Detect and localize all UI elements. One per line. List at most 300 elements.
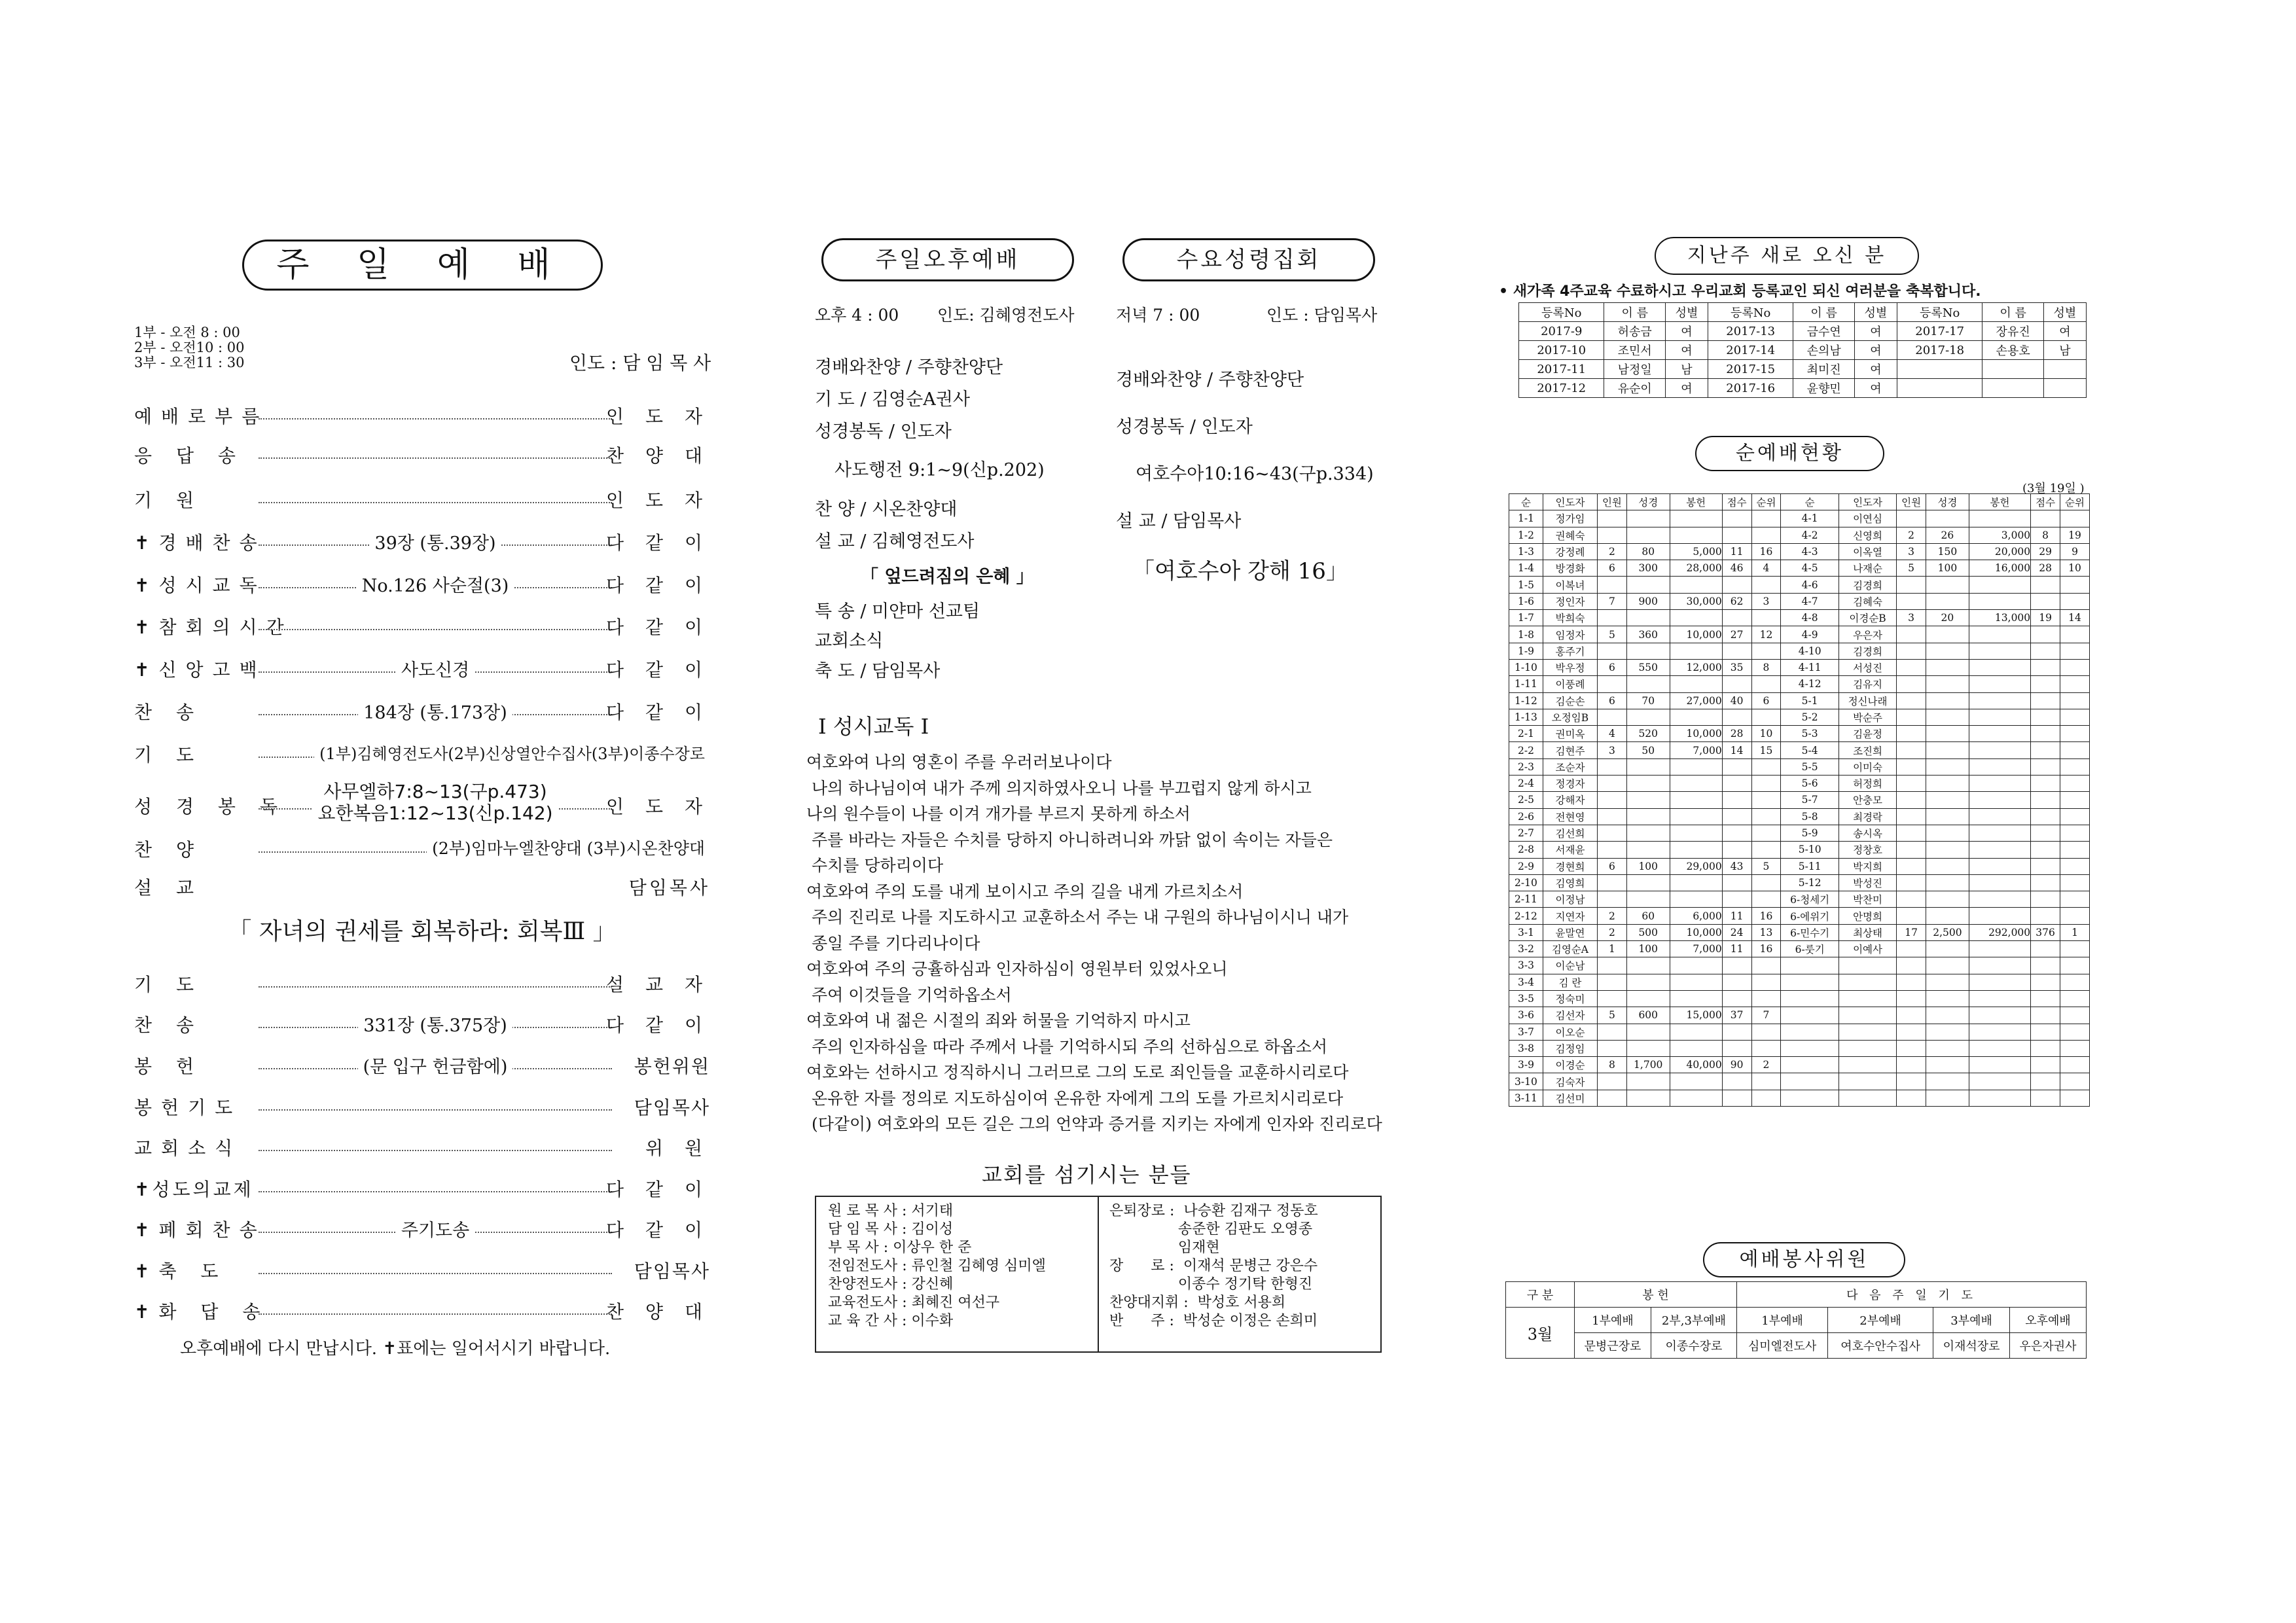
reading-line: 여호와여 주의 도를 내게 보이시고 주의 길을 내게 가르치소서 <box>806 882 1244 901</box>
table-cell: 김숙자 <box>1543 1073 1597 1090</box>
order-item: ✝참회의시간 다 같 이 <box>134 616 710 638</box>
table-cell: 16 <box>1751 543 1781 560</box>
table-header-cell: 봉헌 <box>1969 494 2030 510</box>
table-cell: 2017-18 <box>1897 341 1982 360</box>
table-cell: 14 <box>2060 610 2090 626</box>
reading-line: (다같이) 여호와의 모든 길은 그의 언약과 증거를 지키는 자에게 인자와 진리로다 <box>806 1115 1382 1133</box>
table-cell <box>1670 808 1722 825</box>
reading-line: 수치를 당하리이다 <box>806 856 944 875</box>
wednesday-sermon: 「여호수아 강해 16」 <box>1132 558 1348 584</box>
table-cell <box>2043 379 2086 398</box>
table-cell <box>1969 593 2030 609</box>
table-cell: 100 <box>1626 858 1670 874</box>
table-cell: 16 <box>1751 941 1781 957</box>
table-cell: 16,000 <box>1969 560 2030 577</box>
table-cell <box>2031 659 2060 675</box>
afternoon-line: 교회소식 <box>815 631 884 651</box>
staff-line: 이종수 정기탁 한형진 <box>1109 1276 1313 1293</box>
table-cell: 장유진 <box>1982 322 2043 341</box>
table-cell: 남정일 <box>1604 360 1665 379</box>
table-cell <box>2060 676 2090 692</box>
table-cell: 5-1 <box>1781 692 1839 709</box>
service-times <box>134 325 245 370</box>
table-cell: 윤향민 <box>1793 379 1854 398</box>
table-cell <box>2060 808 2090 825</box>
staff-box <box>815 1196 1382 1353</box>
table-cell <box>1722 957 1751 974</box>
table-cell: 5-11 <box>1781 858 1839 874</box>
table-header-cell: 순위 <box>2060 494 2090 510</box>
order-item: 기 도 설 교 자 <box>134 974 710 995</box>
table-cell <box>1751 990 1781 1007</box>
table-cell <box>1722 974 1751 990</box>
table-cell: 최미진 <box>1793 360 1854 379</box>
table-cell <box>2060 1073 2090 1090</box>
table-cell <box>1969 776 2030 792</box>
table-cell <box>1751 808 1781 825</box>
table-cell: 600 <box>1626 1007 1670 1024</box>
table-cell <box>1969 643 2030 659</box>
table-cell: 1-8 <box>1509 626 1543 643</box>
table-cell <box>1897 776 1926 792</box>
table-cell: 70 <box>1626 692 1670 709</box>
reading-line: 나의 하나님이여 내가 주께 의지하였사오니 나를 부끄럽지 않게 하시고 <box>806 778 1312 798</box>
table-cell: 박성진 <box>1839 874 1896 891</box>
table-cell: 5-7 <box>1781 792 1839 808</box>
table-cell <box>1926 510 1969 527</box>
table-cell: 20,000 <box>1969 543 2030 560</box>
wednesday-line: 성경봉독 / 인도자 <box>1116 417 1253 437</box>
table-cell <box>1926 1007 1969 1024</box>
staff-line: 반 주 : 박성순 이정은 손희미 <box>1109 1313 1318 1329</box>
service-sub: 2부,3부예배 <box>1651 1308 1736 1333</box>
table-cell: 3-5 <box>1509 990 1543 1007</box>
table-cell: 이연심 <box>1839 510 1896 527</box>
table-cell <box>1626 825 1670 841</box>
table-cell: 80 <box>1626 543 1670 560</box>
table-cell <box>1598 510 1627 527</box>
staff-line: 송준한 김판도 오영종 <box>1109 1221 1313 1238</box>
table-cell <box>1670 610 1722 626</box>
table-cell: 50 <box>1626 742 1670 758</box>
table-cell <box>1626 891 1670 908</box>
staff-line: 교 육 간 사 : 이수화 <box>828 1313 954 1329</box>
table-cell <box>1969 808 2030 825</box>
table-cell <box>1670 842 1722 858</box>
table-cell <box>1598 990 1627 1007</box>
service-month: 3월 <box>1506 1308 1575 1359</box>
table-cell: 5-5 <box>1781 758 1839 775</box>
table-cell <box>1751 1073 1781 1090</box>
table-cell <box>2060 626 2090 643</box>
table-cell <box>1969 1024 2030 1040</box>
table-cell: 2-12 <box>1509 908 1543 924</box>
table-cell <box>1969 842 2030 858</box>
table-cell: 8 <box>2031 527 2060 543</box>
table-cell: 6 <box>1598 692 1627 709</box>
table-cell: 1-1 <box>1509 510 1543 527</box>
table-cell: 62 <box>1722 593 1751 609</box>
table-cell <box>2060 659 2090 675</box>
table-cell <box>1670 577 1722 593</box>
sermon-title: 「 자녀의 권세를 회복하라: 회복Ⅲ 」 <box>228 918 617 945</box>
table-cell <box>1897 593 1926 609</box>
table-cell <box>1897 1024 1926 1040</box>
table-cell <box>1626 643 1670 659</box>
wednesday-leader: 인도 : 담임목사 <box>1266 306 1378 325</box>
table-cell: 1-2 <box>1509 527 1543 543</box>
table-cell: 2-1 <box>1509 726 1543 742</box>
table-cell <box>1926 577 1969 593</box>
table-cell: 30,000 <box>1670 593 1722 609</box>
staff-line: 장 로 : 이재석 문병근 강은수 <box>1109 1258 1318 1274</box>
table-row <box>1509 891 2090 908</box>
table-cell <box>1969 825 2030 841</box>
table-cell: 김현주 <box>1543 742 1597 758</box>
table-cell: 6 <box>1598 560 1627 577</box>
table-cell <box>1751 510 1781 527</box>
table-cell: 100 <box>1626 941 1670 957</box>
table-cell <box>1926 874 1969 891</box>
table-cell <box>1969 891 2030 908</box>
table-cell <box>1598 577 1627 593</box>
table-row <box>1509 510 2090 527</box>
service-sub: 1부예배 <box>1737 1308 1828 1333</box>
table-cell <box>1969 941 2030 957</box>
order-item: 예배로부름 인 도 자 <box>134 406 710 427</box>
order-item: 봉 헌 (문 입구 헌금함에) 봉헌위원 <box>134 1056 710 1077</box>
table-cell <box>1670 1040 1722 1056</box>
table-cell: 2 <box>1598 924 1627 940</box>
table-cell <box>1897 1007 1926 1024</box>
table-cell: 4-8 <box>1781 610 1839 626</box>
table-row <box>1519 360 2087 379</box>
table-cell <box>2060 1057 2090 1073</box>
table-cell <box>1781 990 1839 1007</box>
table-cell: 김선자 <box>1543 1007 1597 1024</box>
table-cell: 10,000 <box>1670 726 1722 742</box>
table-cell: 3 <box>1598 742 1627 758</box>
table-cell: 김영희 <box>1543 874 1597 891</box>
table-cell: 나재순 <box>1839 560 1896 577</box>
table-cell: 6 <box>1598 659 1627 675</box>
table-cell: 3-1 <box>1509 924 1543 940</box>
table-row <box>1509 726 2090 742</box>
table-cell <box>1781 1024 1839 1040</box>
table-cell: 여 <box>1665 341 1708 360</box>
reading-line: 온유한 자를 정의로 지도하심이여 온유한 자에게 그의 도를 가르치시리로다 <box>806 1088 1344 1108</box>
table-cell <box>1926 990 1969 1007</box>
table-cell: 13 <box>1751 924 1781 940</box>
table-cell: 5,000 <box>1670 543 1722 560</box>
table-row <box>1509 957 2090 974</box>
table-cell: 4-7 <box>1781 593 1839 609</box>
table-cell <box>1897 990 1926 1007</box>
table-cell <box>2060 1007 2090 1024</box>
table-cell: 김경희 <box>1839 577 1896 593</box>
table-header-cell: 점수 <box>2031 494 2060 510</box>
table-cell: 권미옥 <box>1543 726 1597 742</box>
table-cell <box>1722 510 1751 527</box>
afternoon-leader: 인도: 김혜영전도사 <box>937 306 1075 325</box>
table-cell <box>1722 891 1751 908</box>
sunday-title: 주 일 예 배 <box>242 240 603 291</box>
table-cell <box>2031 990 2060 1007</box>
table-row <box>1509 593 2090 609</box>
table-cell: 김선미 <box>1543 1090 1597 1106</box>
staff-line: 교육전도사 : 최혜진 여선구 <box>828 1294 1000 1311</box>
table-cell: 100 <box>1926 560 1969 577</box>
table-cell <box>1598 808 1627 825</box>
table-cell: 2 <box>1598 908 1627 924</box>
table-row <box>1519 341 2087 360</box>
table-cell <box>1722 776 1751 792</box>
table-cell <box>2060 842 2090 858</box>
table-cell <box>2060 858 2090 874</box>
table-cell <box>2060 1040 2090 1056</box>
table-cell: 6-에위기 <box>1781 908 1839 924</box>
table-cell <box>1969 1090 2030 1106</box>
table-cell: 3-2 <box>1509 941 1543 957</box>
staff-line: 찬양대지휘 : 박성호 서용희 <box>1109 1294 1286 1311</box>
table-cell: 40 <box>1722 692 1751 709</box>
reading-line: 종일 주를 기다리나이다 <box>806 933 980 953</box>
table-cell: 6-청세기 <box>1781 891 1839 908</box>
table-cell: 조진희 <box>1839 742 1896 758</box>
table-cell <box>1926 808 1969 825</box>
table-cell: 8 <box>1598 1057 1627 1073</box>
service-sub: 3부예배 <box>1933 1308 2010 1333</box>
table-cell <box>1722 1090 1751 1106</box>
table-cell: 6-민수기 <box>1781 924 1839 940</box>
table-cell <box>1969 974 2030 990</box>
table-cell: 10 <box>2060 560 2090 577</box>
table-header-cell: 점수 <box>1722 494 1751 510</box>
table-cell <box>1897 510 1926 527</box>
table-cell <box>1598 842 1627 858</box>
table-cell: 2017-11 <box>1519 360 1604 379</box>
table-cell: 여 <box>1854 341 1897 360</box>
table-cell: 여 <box>2043 322 2086 341</box>
table-cell <box>1839 974 1896 990</box>
table-cell <box>1969 510 2030 527</box>
table-cell: 박찬미 <box>1839 891 1896 908</box>
table-cell <box>2060 941 2090 957</box>
service-name: 우은자권사 <box>2010 1333 2087 1359</box>
table-cell: 2 <box>1598 543 1627 560</box>
table-cell: 520 <box>1626 726 1670 742</box>
table-cell: 유순이 <box>1604 379 1665 398</box>
table-header-cell: 순위 <box>1751 494 1781 510</box>
table-cell <box>1722 874 1751 891</box>
table-cell <box>2060 510 2090 527</box>
table-cell <box>1897 360 1982 379</box>
table-cell: 35 <box>1722 659 1751 675</box>
table-cell <box>2031 577 2060 593</box>
table-cell <box>1670 776 1722 792</box>
staff-left <box>828 1202 1046 1330</box>
table-cell: 오정임B <box>1543 709 1597 725</box>
table-cell: 2-6 <box>1509 808 1543 825</box>
table-cell <box>2043 360 2086 379</box>
attendance-table <box>1509 493 2090 1107</box>
table-cell: 4-3 <box>1781 543 1839 560</box>
newcomers-title: 지난주 새로 오신 분 <box>1655 237 1919 275</box>
reading-line: 나의 원수들이 나를 이겨 개가를 부르지 못하게 하소서 <box>806 804 1191 823</box>
table-cell <box>1626 874 1670 891</box>
table-cell: 16 <box>1751 908 1781 924</box>
table-cell: 지연자 <box>1543 908 1597 924</box>
afternoon-line: 성경봉독 / 인도자 <box>815 421 952 442</box>
table-cell <box>1598 974 1627 990</box>
table-cell <box>2031 908 2060 924</box>
table-cell <box>2031 858 2060 874</box>
table-cell <box>1897 643 1926 659</box>
table-cell <box>1722 676 1751 692</box>
table-cell <box>1926 659 1969 675</box>
table-cell <box>1722 527 1751 543</box>
table-cell: 이예사 <box>1839 941 1896 957</box>
table-cell: 이옥열 <box>1839 543 1896 560</box>
table-cell: 정창호 <box>1839 842 1896 858</box>
table-cell: 1-6 <box>1509 593 1543 609</box>
table-cell: 방경화 <box>1543 560 1597 577</box>
table-cell: 2017-16 <box>1708 379 1793 398</box>
table-cell: 3-8 <box>1509 1040 1543 1056</box>
table-cell: 1-4 <box>1509 560 1543 577</box>
table-cell <box>1926 1024 1969 1040</box>
table-cell <box>1897 626 1926 643</box>
table-cell <box>1926 593 1969 609</box>
table-cell: 11 <box>1722 908 1751 924</box>
service-name: 이종수장로 <box>1651 1333 1736 1359</box>
table-cell: 1,700 <box>1626 1057 1670 1073</box>
table-cell: 정인자 <box>1543 593 1597 609</box>
table-cell: 24 <box>1722 924 1751 940</box>
wednesday-time: 저녁 7 : 00 <box>1116 306 1200 325</box>
service-sub: 2부예배 <box>1828 1308 1933 1333</box>
table-cell: 1-9 <box>1509 643 1543 659</box>
table-cell <box>1839 1007 1896 1024</box>
afternoon-line: 설 교 / 김혜영전도사 <box>815 531 975 552</box>
table-row <box>1509 758 2090 775</box>
table-cell <box>2060 908 2090 924</box>
table-cell: 1-12 <box>1509 692 1543 709</box>
table-cell <box>2031 1090 2060 1106</box>
sunday-footer: 오후예배에 다시 만납시다. ✝표에는 일어서시기 바랍니다. <box>180 1339 611 1359</box>
order-item: ✝폐회찬송 주기도송 다 같 이 <box>134 1219 710 1241</box>
table-cell <box>1897 1040 1926 1056</box>
table-row <box>1509 543 2090 560</box>
table-cell: 3-10 <box>1509 1073 1543 1090</box>
table-cell: 송시옥 <box>1839 825 1896 841</box>
table-cell <box>1897 957 1926 974</box>
table-cell <box>1670 758 1722 775</box>
table-cell <box>1626 974 1670 990</box>
table-cell: 1-5 <box>1509 577 1543 593</box>
table-cell <box>2031 758 2060 775</box>
table-cell <box>2031 1057 2060 1073</box>
table-cell: 13,000 <box>1969 610 2030 626</box>
table-row <box>1509 643 2090 659</box>
table-cell <box>1598 825 1627 841</box>
table-cell <box>1969 709 2030 725</box>
table-cell <box>1969 692 2030 709</box>
table-cell: 2-7 <box>1509 825 1543 841</box>
table-cell: 허송금 <box>1604 322 1665 341</box>
table-cell: 금수연 <box>1793 322 1854 341</box>
table-cell <box>2031 593 2060 609</box>
table-cell <box>1598 776 1627 792</box>
afternoon-line: 경배와찬양 / 주향찬양단 <box>815 357 1003 378</box>
table-cell: 9 <box>2060 543 2090 560</box>
table-cell <box>1969 874 2030 891</box>
table-cell <box>1751 776 1781 792</box>
afternoon-order <box>815 351 1045 687</box>
table-cell: 이경순B <box>1839 610 1896 626</box>
table-cell: 김선희 <box>1543 825 1597 841</box>
table-cell: 이정남 <box>1543 891 1597 908</box>
table-header-cell: 성경 <box>1926 494 1969 510</box>
table-cell: 6 <box>1751 692 1781 709</box>
table-cell: 1-13 <box>1509 709 1543 725</box>
afternoon-line: 찬 양 / 시온찬양대 <box>815 499 958 520</box>
table-cell: 서재윤 <box>1543 842 1597 858</box>
table-cell <box>1751 643 1781 659</box>
table-cell <box>1670 874 1722 891</box>
table-cell: 15 <box>1751 742 1781 758</box>
table-cell <box>1722 758 1751 775</box>
table-row <box>1509 1073 2090 1090</box>
staff-right <box>1109 1202 1318 1330</box>
table-cell <box>1598 1024 1627 1040</box>
table-cell <box>1722 990 1751 1007</box>
table-cell: 5-3 <box>1781 726 1839 742</box>
table-cell: 강해자 <box>1543 792 1597 808</box>
table-cell <box>1781 1090 1839 1106</box>
table-cell: 28 <box>2031 560 2060 577</box>
table-cell: 90 <box>1722 1057 1751 1073</box>
afternoon-line: 기 도 / 김영순A권사 <box>815 389 970 410</box>
service-header: 다 음 주 일 기 도 <box>1737 1282 2087 1308</box>
service-sub: 오후예배 <box>2010 1308 2087 1333</box>
table-cell <box>1598 758 1627 775</box>
table-cell: 3-3 <box>1509 957 1543 974</box>
table-cell: 60 <box>1626 908 1670 924</box>
table-cell <box>1722 842 1751 858</box>
table-cell: 5-9 <box>1781 825 1839 841</box>
table-cell: 5-12 <box>1781 874 1839 891</box>
table-cell <box>1626 1090 1670 1106</box>
table-cell <box>1722 577 1751 593</box>
table-cell: 2-11 <box>1509 891 1543 908</box>
table-cell: 김윤정 <box>1839 726 1896 742</box>
table-cell <box>1969 742 2030 758</box>
table-cell: 2017-15 <box>1708 360 1793 379</box>
table-cell: 7,000 <box>1670 941 1722 957</box>
table-cell: 17 <box>1897 924 1926 940</box>
table-cell: 40,000 <box>1670 1057 1722 1073</box>
table-cell <box>1626 1040 1670 1056</box>
order-item-reading: 성 경 봉 독 사무엘하7:8~13(구p.473) 요한복음1:12~13(신p.142) 인 도 자 <box>134 781 710 824</box>
table-cell <box>2031 510 2060 527</box>
table-cell: 4 <box>1598 726 1627 742</box>
table-cell <box>1751 676 1781 692</box>
table-cell <box>1751 610 1781 626</box>
table-cell: 남 <box>1665 360 1708 379</box>
table-cell <box>2060 957 2090 974</box>
order-item: 교회소식 위 원 <box>134 1137 710 1159</box>
